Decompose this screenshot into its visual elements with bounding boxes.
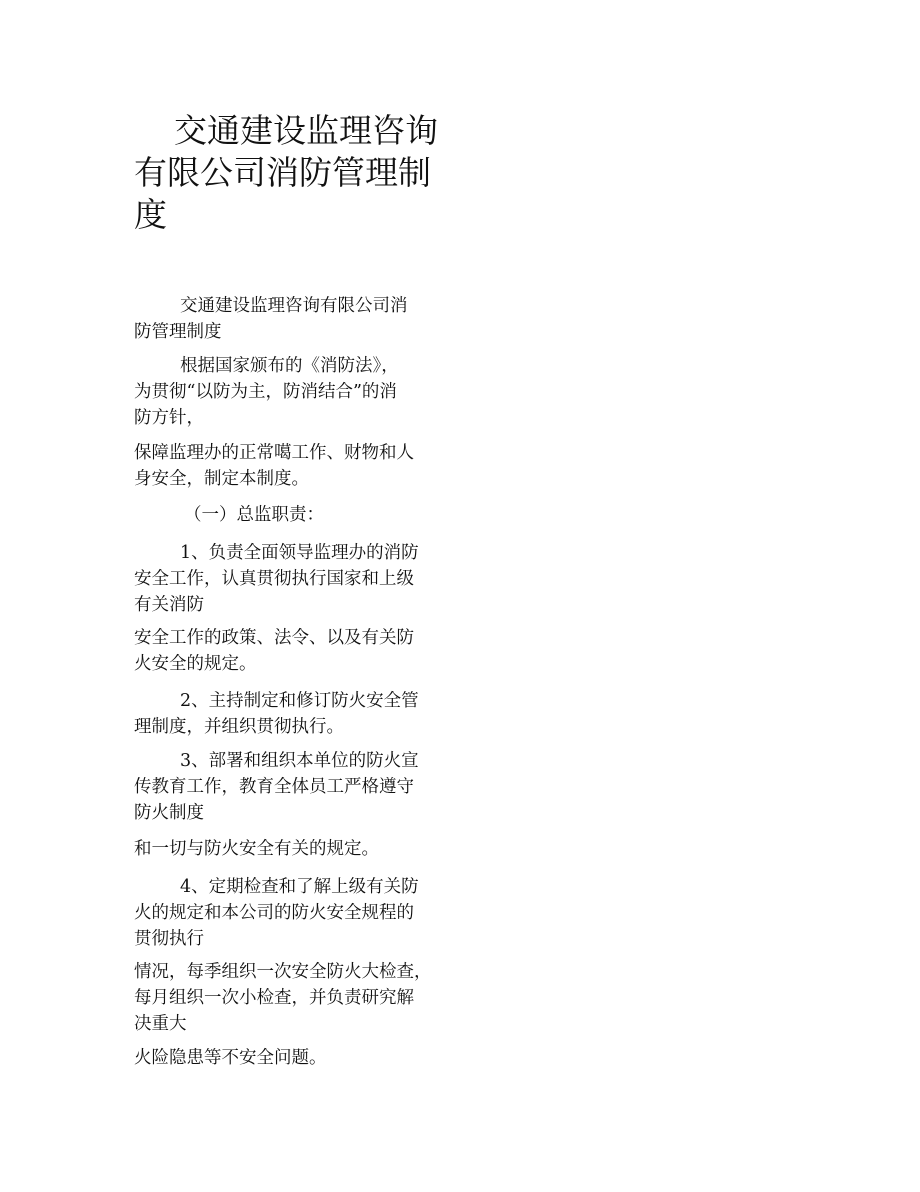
text-line: 火安全的规定。	[134, 654, 257, 674]
text-line: 根据国家颁布的《消防法》，	[180, 356, 399, 376]
text-line: （一）总监职责：	[184, 505, 324, 525]
paragraph-heading	[134, 293, 444, 345]
text-line: 情况，每季组织一次安全防火大检查，	[134, 962, 432, 982]
text-line: 2、主持制定和修订防火安全管	[180, 691, 419, 711]
list-item-1-continued	[134, 625, 444, 677]
text-line: 防管理制度	[134, 322, 222, 342]
title-line: 交通建设监理咨询	[174, 111, 438, 150]
list-item-3-continued	[134, 836, 444, 862]
title-line: 有限公司消防管理制	[134, 153, 431, 192]
text-line: 每月组织一次小检查，并负责研究解	[134, 988, 414, 1008]
list-item-1	[134, 540, 444, 618]
text-line: 防火制度	[134, 803, 204, 823]
document-title	[134, 110, 444, 236]
list-item-4	[134, 874, 444, 952]
section-heading	[134, 502, 444, 528]
text-line: 身安全，制定本制度。	[134, 469, 309, 489]
text-line: 火的规定和本公司的防火安全规程的	[134, 903, 414, 923]
text-line: 传教育工作，教育全体员工严格遵守	[134, 777, 414, 797]
text-line: 有关消防	[134, 595, 204, 615]
text-line: 1、负责全面领导监理办的消防	[180, 543, 419, 563]
text-line: 决重大	[134, 1014, 187, 1034]
text-line: 理制度，并组织贯彻执行。	[134, 717, 344, 737]
paragraph-intro	[134, 353, 444, 431]
text-line: 防方针，	[134, 408, 204, 428]
text-line: 保障监理办的正常噶工作、财物和人	[134, 443, 414, 463]
text-line: 贯彻执行	[134, 929, 204, 949]
text-line: 为贯彻“以防为主，防消结合”的消	[134, 382, 397, 402]
text-line: 和一切与防火安全有关的规定。	[134, 839, 379, 859]
list-item-3	[134, 748, 444, 826]
text-line: 交通建设监理咨询有限公司消	[180, 296, 408, 316]
list-item-4-end	[134, 1045, 444, 1071]
text-line: 安全工作，认真贯彻执行国家和上级	[134, 569, 414, 589]
list-item-4-continued	[134, 959, 444, 1037]
text-line: 4、定期检查和了解上级有关防	[180, 877, 419, 897]
list-item-2	[134, 688, 444, 740]
text-line: 3、部署和组织本单位的防火宣	[180, 751, 419, 771]
text-line: 火险隐患等不安全问题。	[134, 1048, 327, 1068]
title-line: 度	[134, 195, 167, 234]
paragraph-purpose	[134, 440, 444, 492]
text-line: 安全工作的政策、法令、以及有关防	[134, 628, 414, 648]
